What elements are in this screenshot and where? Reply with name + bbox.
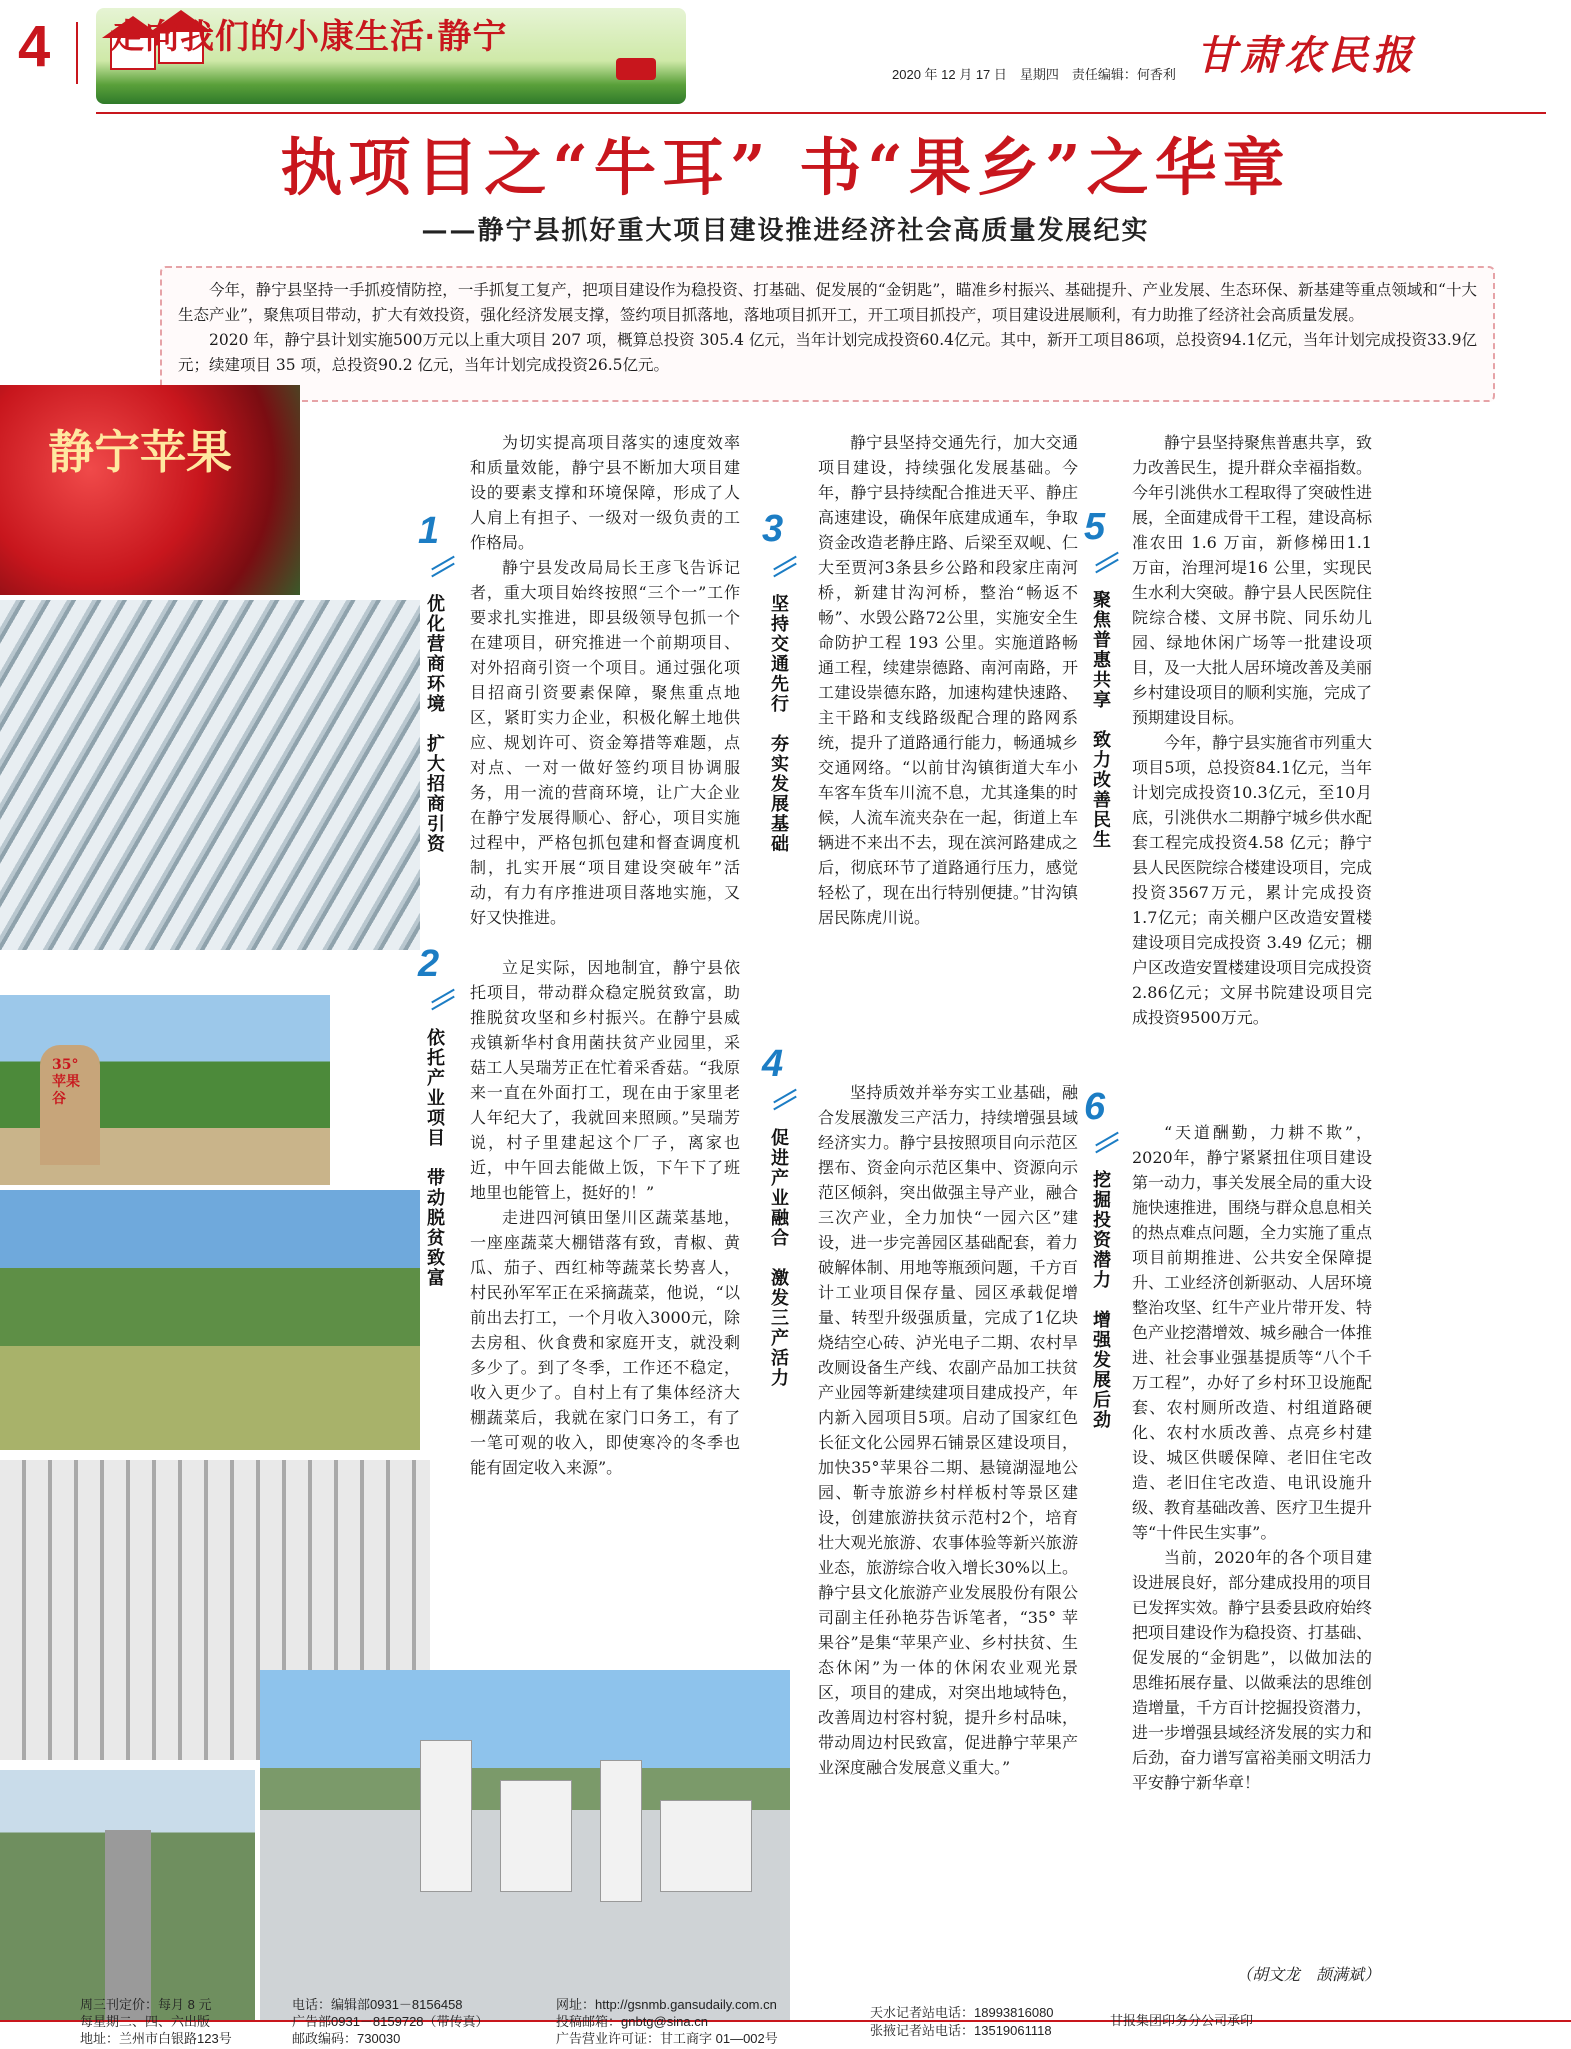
newspaper-name: 甘肃农民报: [1196, 32, 1416, 79]
section-title: 优化营商环境 扩大招商引资: [424, 594, 445, 854]
paragraph: 为切实提高项目落实的速度效率和质量效能，静宁县不断加大项目建设的要素支撑和环境保障，形成了人人肩上有担子、一级对一级负责的工作格局。: [470, 433, 740, 552]
page-number: 4: [18, 14, 51, 79]
building: [500, 1780, 572, 1892]
header-rule: [96, 112, 1546, 114]
section-marker: [430, 993, 458, 1007]
footer-license: 广告营业许可证：甘工商字 01—002号: [556, 2031, 778, 2046]
paragraph: 静宁县坚持聚焦普惠共享，致力改善民生，提升群众幸福指数。今年引洮供水工程取得了突破性进展，全面建成骨干工程，建设高标准农田 1.6 万亩，新修梯田1.1 万亩，治理河堤16 公里，实现民生水利大突破。静宁县人民医院住院综合楼、文屏书院、同乐幼儿园、绿地休闲广场等一批建设项目，及一大批人居环境改善及美丽乡村建设项目的顺利实施，完成了预期建设目标。: [1132, 433, 1373, 727]
footer-phone-editorial: 电话：编辑部0931－8156458: [292, 1997, 463, 2012]
header-divider: [76, 22, 78, 84]
section-number: 4: [762, 1043, 784, 1085]
section-1-body: [470, 430, 740, 930]
apple-photo-text: 静宁苹果: [48, 425, 232, 479]
road: [105, 1830, 151, 2020]
footer-price: 周三刊定价：每月 8 元: [80, 1997, 212, 2012]
paragraph: 静宁县坚持交通先行，加大交通项目建设，持续强化发展基础。今年，静宁县持续配合推进天平、静庄高速建设，确保年底建成通车，争取资金改造老静庄路、后梁至双岘、仁大至贾河3条县乡公路和段家庄南河桥，新建甘沟河桥，整治“畅返不畅”、水毁公路72公里，实施安全生命防护工程 193 公里。实施道路畅通工程，续建崇德路、南河南路，开工建设崇德东路，加速构建快速路、主干路和支线路级配合理的路网系统，提升了道路通行能力，畅通城乡交通网络。“以前甘沟镇街道大车小车客车货车川流不息，尤其逢集的时候，人流车流夹杂在一起，街道上车辆进不来出不去，现在滨河路建成之后，彻底环节了道路通行压力，感觉轻松了，现在出行特别便捷。”甘沟镇居民陈虎川说。: [818, 433, 1078, 927]
footer-postcode: 邮政编码：730030: [292, 2031, 401, 2046]
section-title: 依托产业项目 带动脱贫致富: [424, 1028, 445, 1288]
intro-box: [160, 266, 1495, 402]
section-4-body: [818, 1080, 1078, 1780]
section-title: 促进产业融合 激发三产活力: [768, 1128, 789, 1388]
footer-tianshui-phone: 天水记者站电话：18993816080: [870, 2005, 1054, 2020]
stone-sign-text: 35°苹果谷: [52, 1057, 80, 1107]
section-marker: [772, 1093, 800, 1107]
sub-title: ——静宁县抓好重大项目建设推进经济社会高质量发展纪实: [421, 216, 1150, 246]
paragraph: 当前，2020年的各个项目建设进展良好，部分建成投用的项目已发挥实效。静宁县委县政府始终把项目建设作为稳投资、打基础、促发展的“金钥匙”，以做加法的思维拓展存量、以做乘法的思维创造增量，千方百计挖掘投资潜力，进一步增强县域经济发展的实力和后劲，奋力谱写富裕美丽文明活力平安静宁新华章！: [1132, 1548, 1373, 1792]
paragraph: 坚持质效并举夯实工业基础，融合发展激发三产活力，持续增强县域经济实力。静宁县按照项目向示范区摆布、资金向示范区集中、资源向示范区倾斜，突出做强主导产业，融合三次产业，全力加快“一园六区”建设，进一步完善园区基础配套，着力破解体制、用地等瓶颈问题，千方百计工业项目保存量、园区承载促增量、转型升级强质量，完成了1亿块烧结空心砖、泸光电子二期、农村旱改厕设备生产线、农副产品加工扶贫产业园等新建续建项目建成投产，年内新入园项目5项。启动了国家红色长征文化公园界石铺景区建设项目，加快35°苹果谷二期、悬镜湖湿地公园、靳寺旅游乡村样板村等景区建设，创建旅游扶贫示范村2个，培育壮大观光旅游、农事体验等新兴旅游业态，旅游综合收入增长30%以上。静宁县文化旅游产业发展股份有限公司副主任孙艳芬告诉笔者，“35° 苹果谷”是集“苹果产业、乡村扶贫、生态休闲”为一体的休闲农业观光景区，项目的建成，对突出地域特色，改善周边村容村貌，提升乡村品味，带动周边村民致富，促进静宁苹果产业深度融合发展意义重大。”: [818, 1083, 1078, 1777]
section-3-body: [818, 430, 1078, 930]
paragraph: 今年，静宁县实施省市列重大项目5项，总投资84.1亿元，当年计划完成投资10.3亿元，至10月底，引洮供水二期静宁城乡供水配套工程完成投资4.58 亿元；静宁县人民医院综合楼建设项目，完成投资3567万元，累计完成投资1.7亿元；南关棚户区改造安置楼建设项目完成投资 3.49 亿元；棚户区改造安置楼建设项目完成投资2.86亿元；文屏书院建设项目完成投资9500万元。: [1132, 733, 1373, 1027]
paragraph: 静宁县发改局局长王彦飞告诉记者，重大项目始终按照“三个一”工作要求扎实推进，即县级领导包抓一个在建项目，研究推进一个前期项目、对外招商引资一个项目。通过强化项目招商引资要素保障，聚焦重点地区，紧盯实力企业，积极化解土地供应、规划许可、资金筹措等难题，点对点、一对一做好签约项目协调服务，用一流的营商环境，让广大企业在静宁发展得顺心、舒心，项目实施过程中，严格包抓包建和督查调度机制，扎实开展“项目建设突破年”活动，有力有序推进项目落地实施，又好又快推进。: [470, 558, 740, 927]
section-number: 5: [1084, 506, 1106, 548]
section-marker: [430, 560, 458, 574]
section-6-body: [1132, 1120, 1372, 1795]
section-2-body: [470, 955, 740, 1480]
paragraph: 立足实际，因地制宜，静宁县依托项目，带动群众稳定脱贫致富，助推脱贫攻坚和乡村振兴。在静宁县威戎镇新华村食用菌扶贫产业园里，采菇工人吴瑞芳正在忙着采香菇。“我原来一直在外面打工，现在由于家里老人年纪大了，我就回来照顾。”吴瑞芳说，村子里建起这个厂子，离家也近，中午回去能做上饭，下午下了班地里也能管上，挺好的！”: [470, 958, 740, 1202]
section-number: 2: [418, 943, 440, 985]
footer-zhangye-phone: 张掖记者站电话：13519061118: [870, 2023, 1052, 2038]
footer-rule: [0, 2020, 1571, 2022]
section-title: 挖掘投资潜力 增强发展后劲: [1090, 1170, 1111, 1430]
farmland-photo: [0, 1190, 420, 1450]
paragraph: “天道酬勤，力耕不欺”，2020年，静宁紧紧扭住项目建设第一动力，事关发展全局的重大设施快速推进，围绕与群众息息相关的热点难点问题，全力实施了重点项目前期推进、公共安全保障提升、工业经济创新驱动、人居环境整治攻坚、红牛产业片带开发、特色产业挖潜增效、城乡融合一体推进、社会事业强基提质等“八个千万工程”，办好了乡村环卫设施配套、农村厕所改造、村组道路硬化、农村水质改善、点亮乡村建设、城区供暖保障、老旧住宅改造、老旧住宅改造、电讯设施升级、教育基础改善、医疗卫生提升等“十件民生实事”。: [1132, 1123, 1373, 1542]
section-number: 1: [418, 510, 440, 552]
main-title: 执项目之“牛耳” 书“果乡”之华章: [280, 131, 1291, 204]
footer-address: 地址：兰州市白银路123号: [80, 2031, 232, 2046]
section-marker: [772, 560, 800, 574]
section-number: 6: [1084, 1086, 1106, 1128]
section-number: 3: [762, 508, 784, 550]
footer-schedule: 每星期二、四、六出版: [80, 2014, 211, 2029]
section-marker: [1094, 1136, 1122, 1150]
building: [600, 1760, 642, 1902]
footer-website: 网址：http://gsnmb.gansudaily.com.cn: [556, 1997, 777, 2012]
date-line: 2020 年 12 月 17 日 星期四 责任编辑：何香利: [892, 67, 1176, 82]
intro-paragraph: 2020 年，静宁县计划实施500万元以上重大项目 207 项，概算总投资 305.4 亿元，当年计划完成投资60.4亿元。其中，新开工项目86项，总投资94.1亿元，当年计划完成投资33.9亿元；续建项目 35 项，总投资90.2 亿元，当年计划完成投资26.5亿元。: [178, 331, 1477, 374]
building: [420, 1740, 472, 1892]
byline: （胡文龙 颉满斌）: [1235, 1965, 1380, 1984]
banner-title: 走向我们的小康生活·静宁: [110, 18, 508, 56]
footer-phone-ads: 广告部0931－8159728（带传真）: [292, 2014, 489, 2029]
footer-printer: 甘报集团印务分公司承印: [1110, 2013, 1254, 2028]
greenhouse-photo: [0, 600, 420, 950]
orchard-gate-photo: [0, 995, 330, 1185]
footer-email: 投稿邮箱：gnbtg@sina.cn: [556, 2014, 708, 2029]
paragraph: 走进四河镇田堡川区蔬菜基地，一座座蔬菜大棚错落有致，青椒、黄瓜、茄子、西红柿等蔬菜长势喜人，村民孙军军正在采摘蔬菜，他说，“以前出去打工，一个月收入3000元，除去房租、伙食费和家庭开支，就没剩多少了。到了冬季，工作还不稳定，收入更少了。自村上有了集体经济大棚蔬菜后，我就在家门口务工，有了一笔可观的收入，即使寒冷的冬季也能有固定收入来源”。: [470, 1208, 740, 1477]
section-title: 坚持交通先行 夯实发展基础: [768, 594, 789, 854]
section-title: 聚焦普惠共享 致力改善民生: [1090, 590, 1111, 850]
tractor-icon: [616, 58, 656, 80]
section-marker: [1094, 556, 1122, 570]
section-5-body: [1132, 430, 1372, 1030]
boulevard-photo: [0, 1770, 255, 2020]
building: [660, 1800, 752, 1892]
apple-photo: [0, 385, 300, 595]
intro-paragraph: 今年，静宁县坚持一手抓疫情防控，一手抓复工复产，把项目建设作为稳投资、打基础、促发展的“金钥匙”，瞄准乡村振兴、基础提升、产业发展、生态环保、新基建等重点领域和“十大生态产业”，聚焦项目带动，扩大有效投资，强化经济发展支撑，签约项目抓落地，落地项目抓开工，开工项目抓投产，项目建设进展顺利，有力助推了经济社会高质量发展。: [178, 281, 1477, 324]
city-aerial-photo: [260, 1670, 790, 2020]
